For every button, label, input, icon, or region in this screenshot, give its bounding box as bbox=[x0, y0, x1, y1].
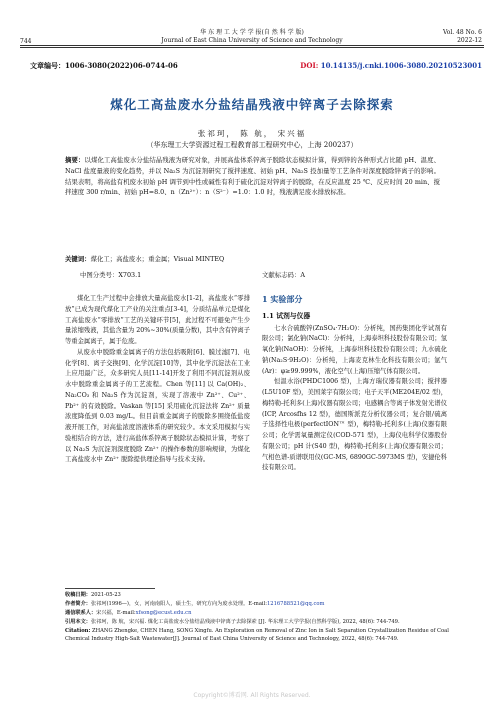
clc-number: 中图分类号：X703.1 bbox=[80, 271, 142, 279]
journal-header bbox=[150, 29, 354, 45]
article-id: 文章编号：1006-3080(2022)06-0744-06 bbox=[30, 61, 178, 70]
subsection-heading: 1.1 试剂与仪器 bbox=[262, 311, 311, 320]
journal-name-en: Journal of East China University of Science and Technology bbox=[161, 37, 343, 44]
footnote-citation-cn: 引用本文：张祁珂，陈 航，宋兴福. 煤化工高盐废水分盐结晶残液中锌离子去除探索 [J]. 华东理工大学学报(自然科学版), 2022, 48(6): 744-749. bbox=[65, 619, 400, 625]
footnote-author: 作者简介：张祁珂(1996—)，女，河南南阳人，硕士生，研究方向为废水处理。E-mail:1216788521@qq.com bbox=[65, 601, 325, 607]
document-code: 文献标志码：A bbox=[262, 271, 305, 279]
keywords-text: 煤化工；高盐废水；重金属；Visual MINTEQ bbox=[90, 255, 225, 263]
header-rule-thin bbox=[20, 47, 484, 48]
footnote-received: 收稿日期：2021-05-23 bbox=[65, 592, 121, 598]
doi-label: DOI: bbox=[300, 61, 319, 70]
issue-date: 2022-12 bbox=[457, 37, 482, 44]
section-heading: 1 实验部分 bbox=[262, 294, 303, 304]
journal-name-cn: 华 东 理 工 大 学 学 报(自 然 科 学 版) bbox=[200, 29, 304, 36]
abstract-label: 摘要： bbox=[65, 156, 85, 164]
abstract bbox=[65, 155, 440, 198]
volume-info bbox=[443, 29, 482, 45]
affiliation: （华东理工大学资源过程工程教育部工程研究中心，上海 200237） bbox=[146, 141, 358, 149]
intro-paragraph-2: 从废水中脱除重金属离子的方法包括吸附[6]、膜过滤[7]、电化学[8]、离子交换[9]、化学沉淀[10]等，其中化学沉淀法在工业上应用最广泛，众多研究人员[11-14]开发了利用不同沉淀剂从废水中脱除重金属离子的工艺流程。Chen 等[11] 以 Ca(OH)₂、Na₂CO₃ 和 Na₂S 作为沉淀剂，实现了溶液中 Zn²⁺、Cu²⁺、Pb²⁺ 的有效脱除。Vaskan 等[15] 采用硫化沉淀法将 Zn²⁺ 质量浓度降低到 0.03 mg/L。但目前重金属离子的脱除多围绕低盐废液开展工作，对高盐浓度溶液体系的研究较少。本文采用模拟与实验相结合的方法，进行高盐体系锌离子脱除状态模拟计算，考察了以 Na₂S 为沉淀剂深度脱除 Zn²⁺ 的操作参数的影响规律，为煤化工高盐废水中 Zn²⁺ 脱除提供理论指导与技术支持。 bbox=[65, 348, 250, 464]
corr-email-link[interactable]: xfsong@ecust.edu.cn bbox=[135, 610, 192, 616]
header-rule bbox=[20, 45, 484, 46]
doi-link[interactable]: 10.14135/j.cnki.1006-3080.20210523001 bbox=[320, 61, 482, 70]
left-column bbox=[65, 294, 250, 466]
footnote-rule bbox=[65, 588, 155, 589]
copyright-watermark: Copyright©博看网. All Rights Reserved. bbox=[193, 692, 311, 699]
keywords bbox=[65, 254, 440, 263]
instruments-paragraph: 恒温水浴(PHDC1006 型)，上海方瑞仪器有限公司；搅拌器(L5U10F 型)，美国莱宇有限公司；电子天平(ME204E/02 型)，梅特勒-托利多(上海)仪器有限公司；电感耦合等离子体发射光谱仪(ICP, Arcosfhs 12 型)，德国斯派克分析仪器公司；复合银/硫离子选择性电极(perfectION™ 型)，梅特勒-托利多(上海)仪器有限公司；化学需氧量测定仪(COD-571 型)，上海仪电科学仪器股份有限公司；pH 计(S40 型)，梅特勒-托利多(上海)仪器有限公司；气相色谱-质谱联用仪(GC-MS, 6890GC-5973MS 型)，安捷伦科技有限公司。 bbox=[262, 378, 447, 472]
reagents-paragraph: 七水合硫酸锌(ZnSO₄·7H₂O)：分析纯，国药集团化学试剂有限公司；氯化钠(NaCl)：分析纯，上海泰坦科技股份有限公司；氢氧化钠(NaOH)：分析纯，上海泰坦科技股份有限公司；九水硫化钠(Na₂S·9H₂O)：分析纯，上海麦克林生化科技有限公司；氩气(Ar)：φ≥99.999%，液化空气(上海)压缩气体有限公司。 bbox=[262, 324, 447, 375]
intro-paragraph-1: 煤化工生产过程中会排放大量高盐废水[1-2]，高盐废水“零排放”已成为现代煤化工产业的关注重点[3-4]，分质结晶单元是煤化工高盐废水“零排放”工艺的关键环节[5]，此过程不可避免产生少量浓缩残液，其盐含量为 20%~30%(质量分数)，其中含有锌离子等重金属离子，属于危废。 bbox=[65, 295, 251, 345]
volume-number: Vol. 48 No. 6 bbox=[442, 29, 482, 36]
paper-title: 煤化工高盐废水分盐结晶残液中锌离子去除探索 bbox=[110, 97, 394, 112]
authors: 张祁珂， 陈 航， 宋兴福 bbox=[197, 129, 307, 138]
abstract-text: 以煤化工高盐废水分盐结晶残液为研究对象，并展高盐体系锌离子脱除状态模拟计算，得到锌的各种形式占比随 pH、温度、NaCl 盐度量液的变化趋势，并以 Na₂S 为沉淀剂研究了搅拌速度、初始 pH、Na₂S 投加量等工艺条件对深度脱除锌离子的影响。结果表明，将高盐有机废水初始 pH 调节到中性或碱性有利于硫化沉淀对锌离子的脱除，在反应温度 25 ℃、反应时间 20 min、搅拌速度 300 r/min、初始 pH=8.0、n（Zn²⁺）：n（S²⁻）=1.0：1.0 时，残液满足废水排放标准。 bbox=[65, 156, 441, 197]
right-column bbox=[262, 294, 447, 474]
page-number: 744 bbox=[20, 38, 32, 45]
footnote-corresponding: 通信联系人：宋兴福，E-mail:xfsong@ecust.edu.cn bbox=[65, 610, 192, 616]
keywords-label: 关键词： bbox=[65, 255, 91, 263]
author-email-link[interactable]: 1216788521@qq.com bbox=[266, 601, 325, 607]
footnote-citation-en: Citation: ZHANG Zhengke, CHEN Hang, SONG Xingfu. An Exploration on Removal of Zinc Ion in Salt Separation Crystallization Residue of Coal Chemical Industry High-Salt Wastewater[J]. Journal of East China University of Science and Technology, 2022, 48(6): 744-749. bbox=[65, 628, 449, 642]
doi[interactable] bbox=[300, 61, 482, 70]
